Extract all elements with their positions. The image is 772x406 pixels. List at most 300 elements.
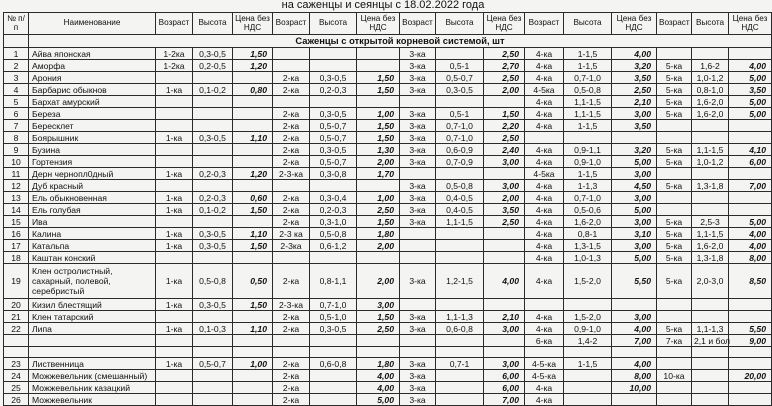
- plant-name: Дуб красный: [29, 180, 156, 192]
- section-title: Саженцы с открытой корневой системой, шт: [29, 35, 772, 48]
- price-cell: 1,00: [357, 108, 400, 120]
- age-cell: 4-ка: [525, 228, 564, 240]
- price-cell: 1,00: [233, 358, 273, 370]
- price-cell: 3,20: [612, 60, 657, 72]
- height-cell: [564, 299, 612, 311]
- height-cell: [310, 347, 357, 358]
- price-cell: [233, 394, 273, 406]
- age-cell: 1-ка: [156, 323, 193, 335]
- height-cell: [692, 382, 729, 394]
- row-number: 9: [4, 144, 29, 156]
- plant-name: Арония: [29, 72, 156, 84]
- height-cell: [310, 370, 357, 382]
- height-cell: 2,1 и бол: [692, 335, 729, 347]
- table-row: [4, 156, 772, 168]
- age-cell: [156, 347, 193, 358]
- age-cell: [400, 168, 436, 180]
- age-cell: 5-ка: [657, 72, 692, 84]
- plant-name: Кизил блестящий: [29, 299, 156, 311]
- height-cell: 0,3-0,5: [193, 240, 233, 252]
- age-cell: 2-3ка: [273, 240, 310, 252]
- price-cell: [729, 168, 772, 180]
- row-number: 3: [4, 72, 29, 84]
- price-cell: 2,50: [484, 132, 525, 144]
- height-cell: [564, 394, 612, 406]
- height-cell: 0,5-0,8: [310, 228, 357, 240]
- column-header: Возраст: [156, 13, 193, 35]
- height-cell: 0,1-0,2: [193, 84, 233, 96]
- age-cell: [657, 358, 692, 370]
- plant-name: Каштан конский: [29, 252, 156, 264]
- age-cell: 2-ка: [273, 144, 310, 156]
- height-cell: [193, 96, 233, 108]
- age-cell: 6-ка: [525, 335, 564, 347]
- height-cell: [564, 370, 612, 382]
- height-cell: [436, 96, 484, 108]
- table-row: [4, 180, 772, 192]
- plant-name: Лиственница: [29, 358, 156, 370]
- price-cell: [729, 192, 772, 204]
- height-cell: [193, 144, 233, 156]
- plant-name: Бересклет: [29, 120, 156, 132]
- height-cell: [193, 394, 233, 406]
- age-cell: 4-ка: [525, 204, 564, 216]
- age-cell: 2-ка: [273, 120, 310, 132]
- price-cell: 8,00: [729, 252, 772, 264]
- height-cell: [193, 252, 233, 264]
- column-header: Высота: [564, 13, 612, 35]
- table-row: [4, 358, 772, 370]
- height-cell: 0,3-0,5: [193, 228, 233, 240]
- price-cell: [233, 335, 273, 347]
- height-cell: 0,2-0,3: [193, 192, 233, 204]
- age-cell: 5-ка: [657, 144, 692, 156]
- age-cell: [273, 252, 310, 264]
- age-cell: 2-ка: [273, 382, 310, 394]
- price-cell: 2,00: [357, 156, 400, 168]
- age-cell: [400, 347, 436, 358]
- age-cell: [657, 204, 692, 216]
- price-cell: 3,00: [612, 108, 657, 120]
- height-cell: 1-1,5: [564, 48, 612, 60]
- height-cell: [310, 335, 357, 347]
- height-cell: [310, 394, 357, 406]
- price-cell: [357, 335, 400, 347]
- height-cell: 1,2-1,5: [436, 264, 484, 299]
- age-cell: [400, 252, 436, 264]
- height-cell: 1-1,5: [564, 60, 612, 72]
- price-cell: 1,50: [357, 120, 400, 132]
- price-cell: 1,10: [233, 228, 273, 240]
- price-cell: [233, 180, 273, 192]
- age-cell: 3-ка: [400, 132, 436, 144]
- column-header: Цена без НДС: [233, 13, 273, 35]
- height-cell: 1-1,3: [564, 180, 612, 192]
- height-cell: 0,3-0,5: [310, 108, 357, 120]
- plant-name: Ива: [29, 216, 156, 228]
- age-cell: 4-ка: [525, 72, 564, 84]
- height-cell: 1,1-1,5: [692, 228, 729, 240]
- plant-name: Можжевельник (смешанный): [29, 370, 156, 382]
- age-cell: 7-ка: [657, 335, 692, 347]
- height-cell: [436, 382, 484, 394]
- height-cell: [564, 347, 612, 358]
- price-cell: 0,80: [233, 84, 273, 96]
- height-cell: 1,6-2,0: [692, 108, 729, 120]
- price-cell: 2,00: [357, 240, 400, 252]
- price-table: [3, 12, 772, 406]
- price-cell: 4,00: [729, 240, 772, 252]
- age-cell: 3-ка: [400, 72, 436, 84]
- price-cell: [357, 96, 400, 108]
- price-cell: 2,00: [357, 264, 400, 299]
- height-cell: 1,3-1,8: [692, 180, 729, 192]
- age-cell: 10-ка: [657, 370, 692, 382]
- age-cell: 4-ка: [525, 156, 564, 168]
- height-cell: 0,7-1,0: [436, 132, 484, 144]
- price-cell: 3,50: [484, 204, 525, 216]
- price-cell: [357, 180, 400, 192]
- price-cell: 3,50: [729, 84, 772, 96]
- height-cell: 0,5-0,6: [564, 204, 612, 216]
- age-cell: 4-ка: [525, 394, 564, 406]
- price-cell: 20,00: [729, 370, 772, 382]
- price-cell: 3,00: [612, 168, 657, 180]
- table-row: [4, 347, 772, 358]
- row-number: 22: [4, 323, 29, 335]
- age-cell: 4-ка: [525, 120, 564, 132]
- plant-name: Аморфа: [29, 60, 156, 72]
- age-cell: 4-ка: [525, 323, 564, 335]
- price-cell: [729, 132, 772, 144]
- price-cell: 3,50: [612, 120, 657, 132]
- age-cell: 2-3-ка: [273, 299, 310, 311]
- price-cell: 6,00: [484, 370, 525, 382]
- height-cell: [310, 252, 357, 264]
- age-cell: 2-3 ка: [273, 228, 310, 240]
- age-cell: [657, 168, 692, 180]
- height-cell: [692, 48, 729, 60]
- age-cell: 4-5-ка: [525, 358, 564, 370]
- height-cell: [436, 240, 484, 252]
- price-cell: 3,20: [612, 144, 657, 156]
- age-cell: [400, 240, 436, 252]
- age-cell: 1-2ка: [156, 48, 193, 60]
- price-cell: 2,50: [484, 72, 525, 84]
- height-cell: 0,7-1,0: [564, 72, 612, 84]
- height-cell: 1,6-2,0: [692, 96, 729, 108]
- price-cell: [612, 347, 657, 358]
- age-cell: 5-ка: [657, 60, 692, 72]
- age-cell: 2-ка: [273, 204, 310, 216]
- age-cell: 4-ка: [525, 108, 564, 120]
- height-cell: [692, 394, 729, 406]
- height-cell: 1,3-1,5: [564, 240, 612, 252]
- plant-name: Барбарис обыкнов: [29, 84, 156, 96]
- table-row: [4, 394, 772, 406]
- price-cell: 1,50: [357, 216, 400, 228]
- price-cell: [233, 216, 273, 228]
- height-cell: 0,3-0,5: [436, 84, 484, 96]
- age-cell: [156, 394, 193, 406]
- age-cell: 5-ка: [657, 240, 692, 252]
- age-cell: [156, 252, 193, 264]
- price-cell: 1,50: [233, 299, 273, 311]
- age-cell: 5-ка: [657, 84, 692, 96]
- plant-name: Береза: [29, 108, 156, 120]
- price-cell: 4,00: [612, 323, 657, 335]
- row-number: 13: [4, 192, 29, 204]
- height-cell: 0,3-0,5: [310, 72, 357, 84]
- price-cell: 4,00: [484, 264, 525, 299]
- plant-name: Айва японская: [29, 48, 156, 60]
- age-cell: [657, 382, 692, 394]
- height-cell: 0,3-0,5: [193, 299, 233, 311]
- height-cell: 0,9-1,0: [564, 156, 612, 168]
- age-cell: 2-ка: [273, 370, 310, 382]
- age-cell: 3-ка: [400, 144, 436, 156]
- age-cell: [156, 216, 193, 228]
- height-cell: 1-1,5: [564, 168, 612, 180]
- price-cell: [729, 204, 772, 216]
- price-cell: 1,50: [233, 240, 273, 252]
- height-cell: 1,5-2,0: [564, 311, 612, 323]
- price-cell: 2,20: [484, 120, 525, 132]
- plant-name: Катальпа: [29, 240, 156, 252]
- table-row: [4, 168, 772, 180]
- age-cell: 4-ка: [525, 252, 564, 264]
- table-row: [4, 204, 772, 216]
- table-row: [4, 72, 772, 84]
- plant-name: Ель обыкновенная: [29, 192, 156, 204]
- height-cell: [692, 204, 729, 216]
- price-cell: 3,00: [612, 311, 657, 323]
- age-cell: 5-ка: [657, 264, 692, 299]
- height-cell: 1,0-1,2: [692, 72, 729, 84]
- price-cell: 1,50: [357, 311, 400, 323]
- price-cell: [729, 394, 772, 406]
- height-cell: [436, 252, 484, 264]
- price-cell: [233, 96, 273, 108]
- height-cell: 0,6-0,8: [310, 358, 357, 370]
- price-cell: 2,00: [484, 84, 525, 96]
- height-cell: 0,3-0,5: [193, 132, 233, 144]
- document-title: на саженцы и сеянцы с 18.02.2022 года: [281, 0, 485, 11]
- height-cell: [692, 168, 729, 180]
- age-cell: [156, 96, 193, 108]
- plant-name: Можжевельник: [29, 394, 156, 406]
- height-cell: 1,3-1,8: [692, 252, 729, 264]
- table-row: [4, 228, 772, 240]
- height-cell: 0,2-0,3: [193, 168, 233, 180]
- table-row: [4, 84, 772, 96]
- price-cell: 1,50: [233, 48, 273, 60]
- age-cell: [156, 335, 193, 347]
- age-cell: [400, 299, 436, 311]
- price-cell: [233, 252, 273, 264]
- height-cell: 0,9-1,0: [564, 323, 612, 335]
- price-cell: [484, 335, 525, 347]
- row-number: 5: [4, 96, 29, 108]
- height-cell: 0,5-0,7: [436, 72, 484, 84]
- age-cell: [156, 120, 193, 132]
- height-cell: [193, 347, 233, 358]
- height-cell: 1,5-2,0: [564, 264, 612, 299]
- height-cell: [436, 168, 484, 180]
- age-cell: 4-ка: [525, 60, 564, 72]
- age-cell: 4-ка: [525, 192, 564, 204]
- row-number: 17: [4, 240, 29, 252]
- row-number: 25: [4, 382, 29, 394]
- height-cell: [692, 299, 729, 311]
- height-cell: 0,8-1,1: [310, 264, 357, 299]
- age-cell: [156, 370, 193, 382]
- age-cell: 5-ка: [657, 180, 692, 192]
- height-cell: 1,6-2,0: [564, 216, 612, 228]
- column-header: Цена без НДС: [357, 13, 400, 35]
- age-cell: [156, 108, 193, 120]
- age-cell: 2-ка: [273, 72, 310, 84]
- height-cell: [436, 370, 484, 382]
- height-cell: [193, 156, 233, 168]
- age-cell: 3-ка: [400, 382, 436, 394]
- height-cell: 0,3-0,4: [310, 192, 357, 204]
- height-cell: 2,5-3: [692, 216, 729, 228]
- table-row: [4, 216, 772, 228]
- table-row: [4, 192, 772, 204]
- height-cell: 1-1,5: [564, 358, 612, 370]
- height-cell: 0,1-0,3: [193, 323, 233, 335]
- price-cell: 1,50: [357, 72, 400, 84]
- price-cell: [484, 168, 525, 180]
- age-cell: 3-ка: [400, 84, 436, 96]
- row-number: 7: [4, 120, 29, 132]
- height-cell: [193, 216, 233, 228]
- age-cell: [657, 299, 692, 311]
- price-cell: 3,00: [612, 192, 657, 204]
- height-cell: 0,7-0,9: [436, 156, 484, 168]
- price-cell: [233, 156, 273, 168]
- age-cell: 1-ка: [156, 299, 193, 311]
- plant-name: Дерн чернопл0дный: [29, 168, 156, 180]
- table-row: [4, 252, 772, 264]
- price-cell: 3,50: [612, 72, 657, 84]
- column-header: Цена без НДС: [484, 13, 525, 35]
- age-cell: 5-ка: [657, 108, 692, 120]
- age-cell: [273, 96, 310, 108]
- table-row: [4, 48, 772, 60]
- age-cell: 1-ка: [156, 132, 193, 144]
- price-cell: [729, 347, 772, 358]
- height-cell: 0,5-0,7: [310, 132, 357, 144]
- table-row: [4, 382, 772, 394]
- height-cell: [692, 120, 729, 132]
- height-cell: 1,1-1,5: [692, 144, 729, 156]
- age-cell: [657, 311, 692, 323]
- age-cell: [156, 72, 193, 84]
- height-cell: [436, 347, 484, 358]
- price-cell: [484, 299, 525, 311]
- price-cell: 3,00: [612, 216, 657, 228]
- column-header: Наименование: [29, 13, 156, 35]
- age-cell: 3-ка: [400, 48, 436, 60]
- price-cell: [729, 311, 772, 323]
- price-cell: 8,50: [729, 264, 772, 299]
- price-cell: 5,00: [729, 96, 772, 108]
- age-cell: 1-ка: [156, 228, 193, 240]
- price-cell: 2,70: [484, 60, 525, 72]
- age-cell: 3-ка: [400, 192, 436, 204]
- plant-name: Калина: [29, 228, 156, 240]
- age-cell: 1-ка: [156, 84, 193, 96]
- age-cell: 5-ка: [657, 216, 692, 228]
- height-cell: 0,5-0,8: [193, 264, 233, 299]
- price-cell: 2,50: [357, 323, 400, 335]
- column-header: Цена без НДС: [612, 13, 657, 35]
- plant-name: Бархат амурский: [29, 96, 156, 108]
- age-cell: [273, 347, 310, 358]
- age-cell: 4-ка: [525, 382, 564, 394]
- height-cell: [692, 132, 729, 144]
- age-cell: 5-ка: [657, 252, 692, 264]
- price-cell: [233, 370, 273, 382]
- age-cell: [273, 60, 310, 72]
- plant-name: [29, 335, 156, 347]
- row-number: 11: [4, 168, 29, 180]
- height-cell: 1,1-1,5: [564, 108, 612, 120]
- age-cell: 2-ка: [273, 216, 310, 228]
- height-cell: 1,1-1,3: [436, 311, 484, 323]
- age-cell: [156, 382, 193, 394]
- price-cell: 3,00: [612, 240, 657, 252]
- price-cell: 4,00: [357, 370, 400, 382]
- price-cell: [357, 48, 400, 60]
- plant-name: Бузина: [29, 144, 156, 156]
- height-cell: 0,9-1,1: [564, 144, 612, 156]
- row-number: 6: [4, 108, 29, 120]
- table-row: [4, 335, 772, 347]
- height-cell: [436, 394, 484, 406]
- price-cell: 6,00: [484, 382, 525, 394]
- price-cell: 5,00: [612, 252, 657, 264]
- price-cell: [233, 72, 273, 84]
- age-cell: 5-ка: [657, 323, 692, 335]
- age-cell: 1-ка: [156, 168, 193, 180]
- height-cell: [193, 180, 233, 192]
- age-cell: 4-ка: [525, 48, 564, 60]
- age-cell: 3-ка: [400, 204, 436, 216]
- plant-name: Липа: [29, 323, 156, 335]
- price-cell: 4,00: [729, 60, 772, 72]
- section-row: [4, 35, 772, 48]
- height-cell: 0,5-1: [436, 60, 484, 72]
- age-cell: 2-ка: [273, 323, 310, 335]
- height-cell: [310, 382, 357, 394]
- table-body: [4, 35, 772, 406]
- price-cell: 4,50: [612, 180, 657, 192]
- price-cell: [233, 144, 273, 156]
- height-cell: 0,7-1,0: [310, 299, 357, 311]
- price-cell: 3,00: [484, 358, 525, 370]
- price-cell: [612, 299, 657, 311]
- header-row: [4, 13, 772, 35]
- plant-name: Ель голубая: [29, 204, 156, 216]
- price-cell: [357, 347, 400, 358]
- price-cell: 7,00: [612, 335, 657, 347]
- price-cell: 5,00: [729, 216, 772, 228]
- height-cell: 0,6-0,8: [436, 323, 484, 335]
- age-cell: 1-ка: [156, 358, 193, 370]
